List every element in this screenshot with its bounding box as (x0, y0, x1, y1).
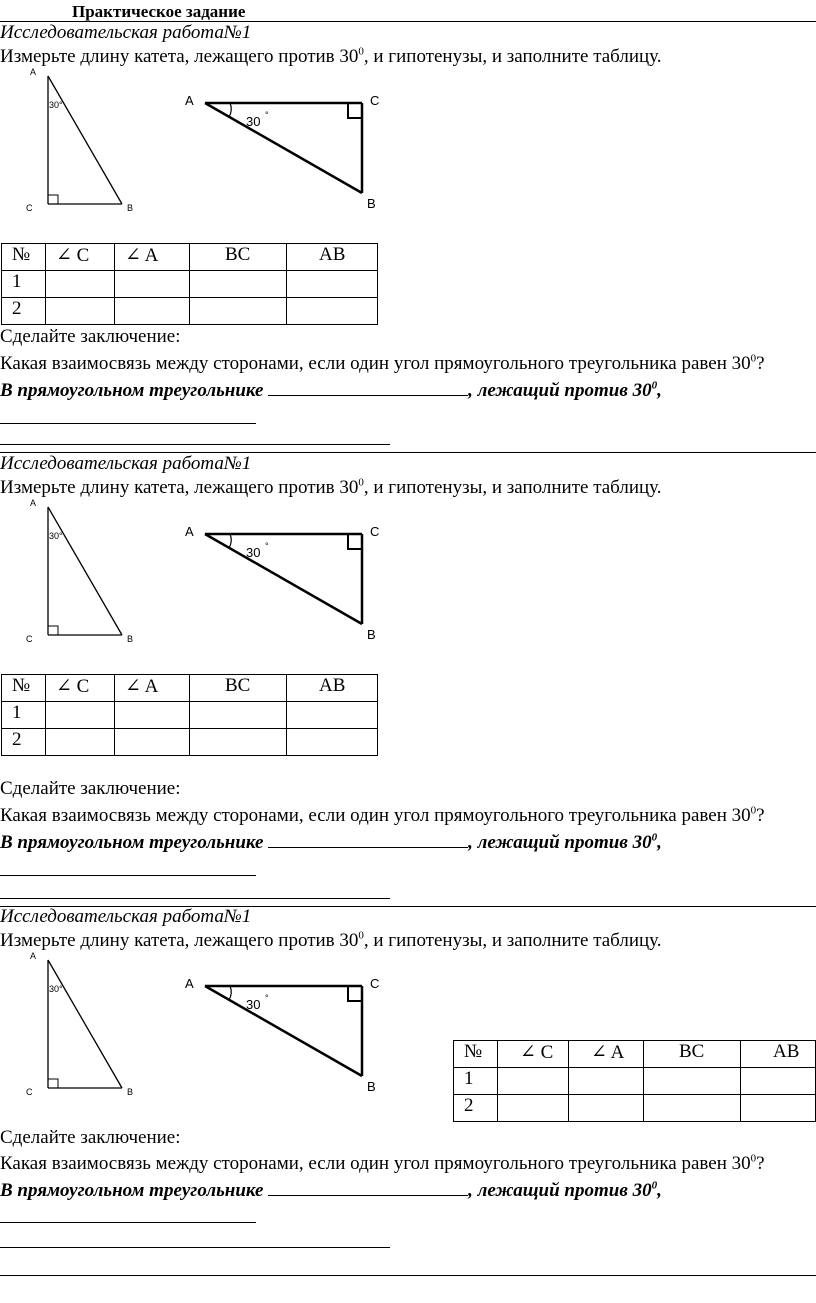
vertex-label-b: B (127, 203, 134, 213)
table-cell (741, 1095, 816, 1122)
table-cell (498, 1095, 569, 1122)
angle-label: 30 (246, 545, 261, 560)
table-cell (287, 298, 378, 325)
table-cell (498, 1068, 569, 1095)
table-cell (115, 729, 190, 756)
page-title: Практическое задание (72, 2, 246, 21)
header-cell: AB (741, 1041, 816, 1068)
vertex-label-b: B (127, 1087, 134, 1097)
header-cell: AB (287, 675, 378, 702)
answer-blank[interactable] (268, 1194, 468, 1196)
horizontal-triangle-figure (180, 969, 390, 1099)
row-number: 2 (2, 298, 46, 325)
table-cell (190, 702, 287, 729)
header-cell: AB (287, 244, 378, 271)
instruction-text: Измерьте длину катета, лежащего против $30^0$, и гипотенузы, и заполните таблицу. (0, 929, 662, 951)
answer-blank-line[interactable] (0, 444, 390, 445)
answer-blank-line[interactable] (0, 1247, 390, 1248)
angle-label: 30° (49, 531, 63, 541)
conclusion-label: Сделайте заключение: (0, 778, 181, 799)
section-heading: Исследовательская работа№1 (0, 22, 252, 43)
vertex-label-c: C (370, 93, 380, 108)
table-row (2, 729, 378, 756)
horizontal-triangle-figure (180, 517, 390, 647)
vertex-label-c: C (26, 1087, 33, 1097)
vertex-label-c: C (370, 976, 380, 991)
table-cell (190, 271, 287, 298)
vertex-label-b: B (367, 1079, 376, 1094)
vertex-label-a: A (30, 951, 37, 961)
header-cell: BC (190, 675, 287, 702)
table-cell (287, 729, 378, 756)
table-cell (287, 702, 378, 729)
vertex-label-a: A (185, 93, 194, 108)
degree-mark: ° (265, 993, 269, 1003)
table-row (2, 298, 378, 325)
answer-blank-line[interactable] (0, 1222, 256, 1223)
vertex-label-a: A (185, 976, 194, 991)
angle-label: 30 (246, 114, 261, 129)
angle-label: 30 (246, 997, 261, 1012)
table-row (2, 702, 378, 729)
answer-line: В прямоугольном треугольнике , лежащий против $30^0$, (0, 831, 662, 853)
header-cell: ∠ A (115, 244, 190, 271)
table-cell (569, 1095, 644, 1122)
answer-blank[interactable] (268, 846, 468, 848)
vertex-label-b: B (367, 196, 376, 211)
vertical-triangle-figure (22, 66, 142, 216)
table-cell (46, 298, 115, 325)
instruction-text: Измерьте длину катета, лежащего против $30^0$, и гипотенузы, и заполните таблицу. (0, 476, 662, 498)
header-cell: № (2, 244, 46, 271)
table-cell (287, 271, 378, 298)
question-text: Какая взаимосвязь между сторонами, если один угол прямоугольного треугольника равен $30^0$? (0, 804, 765, 826)
vertex-label-a: A (185, 524, 194, 539)
horizontal-triangle-figure (180, 86, 390, 216)
conclusion-label: Сделайте заключение: (0, 326, 181, 347)
row-number: 1 (2, 702, 46, 729)
table-cell (741, 1068, 816, 1095)
section-heading: Исследовательская работа№1 (0, 453, 252, 474)
header-cell: ∠ C (46, 244, 115, 271)
vertical-triangle-figure (22, 497, 142, 647)
angle-label: 30° (49, 984, 63, 994)
table-cell (190, 298, 287, 325)
question-text: Какая взаимосвязь между сторонами, если один угол прямоугольного треугольника равен $30^0$? (0, 352, 765, 374)
table-cell (115, 271, 190, 298)
vertex-label-b: B (127, 634, 134, 644)
table-cell (569, 1068, 644, 1095)
table-cell (190, 729, 287, 756)
row-number: 1 (2, 271, 46, 298)
answer-blank-line[interactable] (0, 898, 390, 899)
table-header-row (454, 1041, 816, 1068)
divider (0, 1275, 816, 1276)
table-cell (115, 298, 190, 325)
table-cell (644, 1068, 741, 1095)
measurements-table (1, 243, 378, 325)
vertex-label-b: B (367, 627, 376, 642)
table-row (2, 271, 378, 298)
table-cell (46, 702, 115, 729)
vertex-label-c: C (26, 634, 33, 644)
vertex-label-a: A (30, 67, 37, 77)
angle-label: 30° (49, 100, 63, 110)
vertex-label-c: C (370, 524, 380, 539)
question-text: Какая взаимосвязь между сторонами, если один угол прямоугольного треугольника равен $30^0$? (0, 1152, 765, 1174)
vertex-label-c: C (26, 203, 33, 213)
table-cell (46, 729, 115, 756)
degree-mark: ° (265, 110, 269, 120)
header-cell: ∠ A (115, 675, 190, 702)
header-cell: BC (190, 244, 287, 271)
section-heading: Исследовательская работа№1 (0, 906, 252, 927)
answer-blank-line[interactable] (0, 423, 256, 424)
measurements-table (453, 1040, 816, 1122)
table-header-row (2, 244, 378, 271)
row-number: 1 (454, 1068, 498, 1095)
row-number: 2 (2, 729, 46, 756)
answer-blank-line[interactable] (0, 875, 256, 876)
header-cell: ∠ A (569, 1041, 644, 1068)
answer-line: В прямоугольном треугольнике , лежащий против $30^0$, (0, 379, 662, 401)
vertex-label-a: A (30, 498, 37, 508)
table-cell (644, 1095, 741, 1122)
table-header-row (2, 675, 378, 702)
header-cell: BC (644, 1041, 741, 1068)
row-number: 2 (454, 1095, 498, 1122)
vertical-triangle-figure (22, 950, 142, 1100)
instruction-text: Измерьте длину катета, лежащего против $30^0$, и гипотенузы, и заполните таблицу. (0, 45, 662, 67)
measurements-table (1, 674, 378, 756)
table-cell (46, 271, 115, 298)
conclusion-label: Сделайте заключение: (0, 1127, 181, 1148)
table-cell (115, 702, 190, 729)
header-cell: № (454, 1041, 498, 1068)
header-cell: № (2, 675, 46, 702)
header-cell: ∠ C (498, 1041, 569, 1068)
degree-mark: ° (265, 541, 269, 551)
table-row (454, 1068, 816, 1095)
answer-line: В прямоугольном треугольнике , лежащий против $30^0$, (0, 1179, 662, 1201)
header-cell: ∠ C (46, 675, 115, 702)
table-row (454, 1095, 816, 1122)
answer-blank[interactable] (268, 394, 468, 396)
